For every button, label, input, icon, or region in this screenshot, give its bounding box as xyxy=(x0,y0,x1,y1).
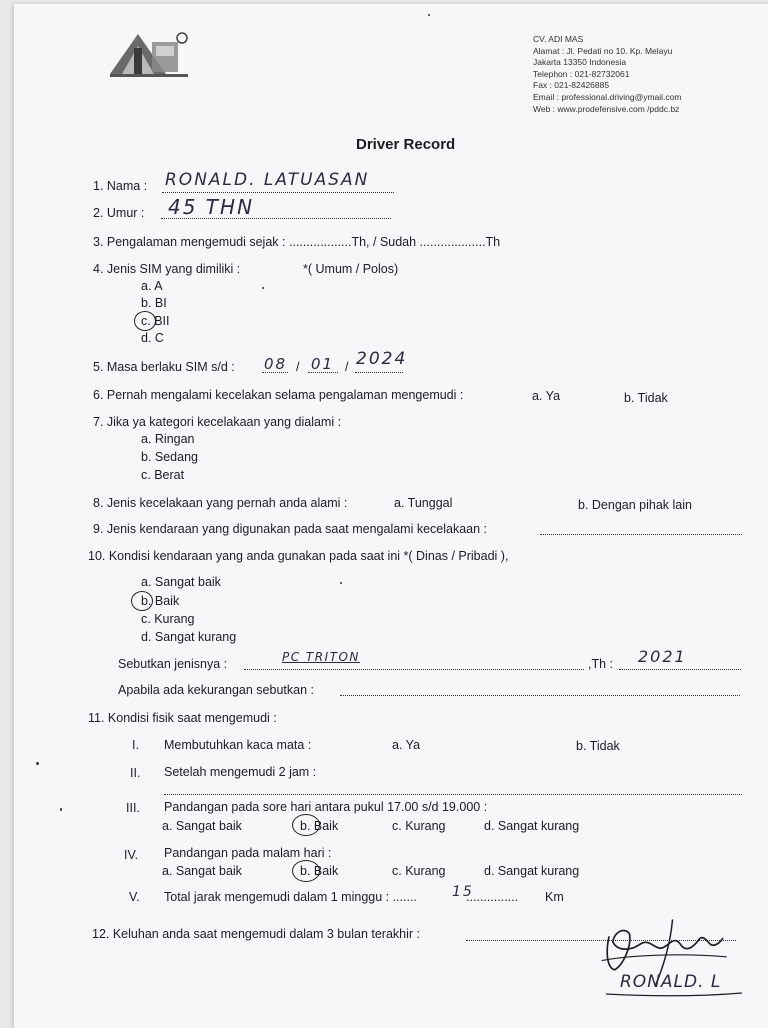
q9-answer-line xyxy=(540,534,742,535)
q11-v-num: V. xyxy=(129,890,140,904)
q5-day: 08 xyxy=(264,355,288,373)
q11-v-text: Total jarak mengemudi dalam 1 minggu : ....... xyxy=(164,890,417,904)
company-fax: Fax : 021-82426885 xyxy=(533,80,610,91)
signature-underline xyxy=(604,990,744,1000)
q12-label: 12. Keluhan anda saat mengemudi dalam 3 bulan terakhir : xyxy=(92,927,420,941)
q11-iv-option-d: d. Sangat kurang xyxy=(484,864,580,878)
q11-iii-option-a: a. Sangat baik xyxy=(162,819,242,833)
company-name: CV. ADI MAS xyxy=(533,34,584,44)
company-web: Web : www.prodefensive.com /pddc.bz xyxy=(533,103,680,114)
q11-i-text: Membutuhkan kaca mata : xyxy=(164,738,312,752)
q3-label: 3. Pengalaman mengemudi sejak : ..................Th, / Sudah ...................Th xyxy=(93,235,501,249)
page-title: Driver Record xyxy=(356,136,456,153)
q10-type-line xyxy=(244,669,584,670)
q10-option-d: d. Sangat kurang xyxy=(141,630,237,644)
scan-speck xyxy=(262,287,264,289)
q11-i-num: I. xyxy=(132,738,139,752)
q5-year: 2024 xyxy=(356,349,408,369)
q11-ii-line xyxy=(164,794,742,795)
company-logo xyxy=(108,28,192,78)
q2-answer: 45 THN xyxy=(168,195,255,219)
company-address: Alamat : Jl. Pedati no 10. Kp. Melayu xyxy=(533,45,673,56)
q5-year-line xyxy=(355,372,403,373)
q5-sep-1: / xyxy=(296,360,300,374)
q11-iii-option-b: b. Baik xyxy=(300,819,339,833)
q11-iv-option-c: c. Kurang xyxy=(392,864,446,878)
q11-iii-option-c: c. Kurang xyxy=(392,819,446,833)
q11-ii-text: Setelah mengemudi 2 jam : xyxy=(164,765,317,779)
q4-selected-circle xyxy=(134,311,156,331)
q11-iv-num: IV. xyxy=(124,848,139,862)
q11-v-unit: Km xyxy=(545,890,564,904)
q11-ii-num: II. xyxy=(130,766,141,780)
q11-iii-num: III. xyxy=(126,801,140,815)
q2-label: 2. Umur : xyxy=(93,206,145,220)
q4-label: 4. Jenis SIM yang dimiliki : xyxy=(93,262,241,276)
company-email: Email : professional.driving@ymail.com xyxy=(533,91,682,102)
q11-i-option-b: b. Tidak xyxy=(576,739,620,753)
q1-answer: RONALD. LATUASAN xyxy=(165,170,370,190)
q11-iii-option-d: d. Sangat kurang xyxy=(484,819,580,833)
q10-option-b: b. Baik xyxy=(141,594,180,608)
form-paper xyxy=(14,4,768,1028)
q4-option-a: a. A xyxy=(141,279,163,293)
q10-year-answer: 2021 xyxy=(638,647,687,666)
scan-speck xyxy=(60,808,62,811)
q10-year-line xyxy=(619,669,741,670)
q10-type-answer: PC TRITON xyxy=(282,650,360,664)
q11-v-dots: ............... xyxy=(466,890,519,904)
q5-label: 5. Masa berlaku SIM s/d : xyxy=(93,360,235,374)
q11-iv-text: Pandangan pada malam hari : xyxy=(164,846,332,860)
q5-month: 01 xyxy=(311,355,335,373)
q9-label: 9. Jenis kendaraan yang digunakan pada saat mengalami kecelakaan : xyxy=(93,522,488,536)
q4-option-b: b. BI xyxy=(141,296,167,310)
q7-option-c: c. Berat xyxy=(141,468,185,482)
scan-speck xyxy=(36,762,39,765)
company-city: Jakarta 13350 Indonesia xyxy=(533,57,627,68)
q10-option-a: a. Sangat baik xyxy=(141,575,221,589)
q7-option-a: a. Ringan xyxy=(141,432,195,446)
q1-label: 1. Nama : xyxy=(93,179,148,193)
q4-option-c: c. BII xyxy=(141,314,170,328)
q10-deficiency-line xyxy=(340,695,740,696)
scan-speck xyxy=(340,582,342,584)
q6-label: 6. Pernah mengalami kecelakan selama pengalaman mengemudi : xyxy=(93,388,464,402)
q10-label: 10. Kondisi kendaraan yang anda gunakan pada saat ini *( Dinas / Pribadi ), xyxy=(88,549,509,563)
q11-label: 11. Kondisi fisik saat mengemudi : xyxy=(88,711,277,725)
q10-selected-circle xyxy=(131,591,153,611)
letterhead xyxy=(533,34,681,115)
q10-option-c: c. Kurang xyxy=(141,612,195,626)
q7-option-b: b. Sedang xyxy=(141,450,198,464)
q10-deficiency-label: Apabila ada kekurangan sebutkan : xyxy=(118,683,314,697)
q11-iv-selected-circle xyxy=(292,860,320,882)
scan-speck xyxy=(428,14,430,16)
q5-sep-2: / xyxy=(345,360,349,374)
signature-name: RONALD. L xyxy=(620,972,722,992)
company-phone: Telephon : 021-82732061 xyxy=(533,68,630,79)
q8-option-b: b. Dengan pihak lain xyxy=(578,498,692,512)
q11-v-answer: 15 xyxy=(452,884,474,900)
q8-option-a: a. Tunggal xyxy=(394,496,453,510)
q8-label: 8. Jenis kecelakaan yang pernah anda alami : xyxy=(93,496,348,510)
q7-label: 7. Jika ya kategori kecelakaan yang dialami : xyxy=(93,415,342,429)
q6-option-a: a. Ya xyxy=(532,389,561,403)
q11-iii-selected-circle xyxy=(292,814,320,836)
q1-answer-line xyxy=(162,192,394,193)
q11-iii-text: Pandangan pada sore hari antara pukul 17.00 s/d 19.000 : xyxy=(164,800,488,814)
q4-note: *( Umum / Polos) xyxy=(303,262,399,276)
q11-iv-option-a: a. Sangat baik xyxy=(162,864,242,878)
q10-year-label: ,Th : xyxy=(588,657,614,671)
q6-option-b: b. Tidak xyxy=(624,391,668,405)
q11-iv-option-b: b. Baik xyxy=(300,864,339,878)
q10-type-label: Sebutkan jenisnya : xyxy=(118,657,228,671)
q4-option-d: d. C xyxy=(141,331,164,345)
q11-i-option-a: a. Ya xyxy=(392,738,421,752)
